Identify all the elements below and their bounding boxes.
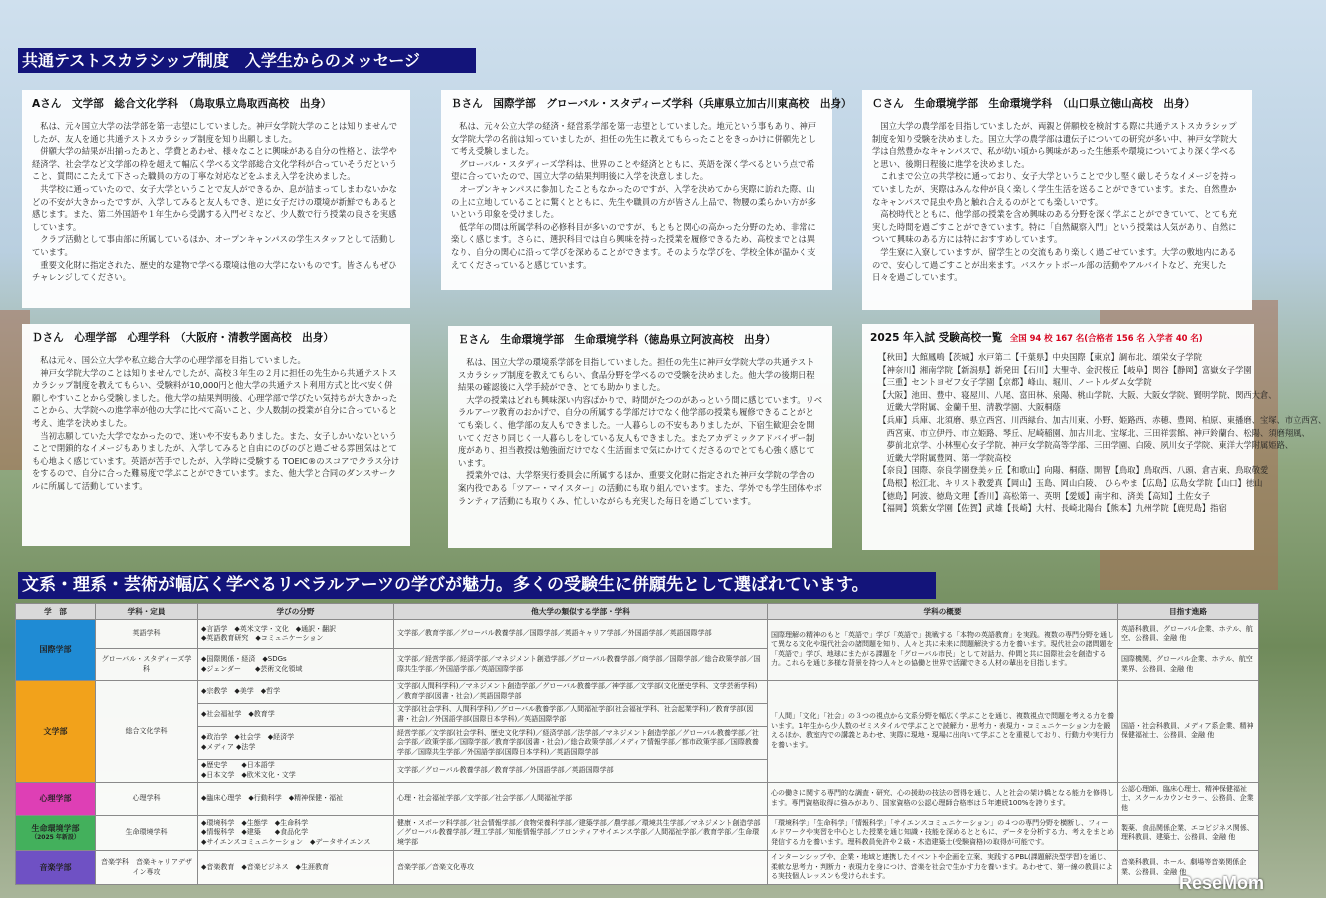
fields-cell [198, 759, 394, 782]
message-card-e [448, 326, 832, 548]
card-paragraph: グローバル・スタディーズ学科は、世界のことや経済とともに、英語を深く学べるという点で希望に合っていたので、国立大学の結果判明後に入学を決意しました。 [451, 158, 815, 182]
message-card-b [441, 90, 852, 290]
field-line: ◆歴史学 ◆日本語学 [201, 761, 275, 770]
card-paragraph: 私は、元々国立大学の法学部を第一志望にしていました。神戸女学院大学のことは知りませんでしたが、友人を通じ共通テストスカラシップ制度を知り出願しました。 [32, 121, 398, 144]
card-paragraph: 私は、元々公立大学の経済・経営系学部を第一志望としていました。地元という事もあり、神戸女学院大学の名前は知っていましたが、担任の先生に教えてもらったことをきっかけに併願先として考え受験しました。 [451, 121, 817, 157]
prefecture-line: 西宮東、市立伊丹、市立姫路、琴丘、尼崎稲園、加古川北、宝塚北、三田祥雲館、神戸鈴蘭台、松陽、須磨翔風、 [878, 427, 1310, 438]
faculty-life-environment [16, 815, 96, 851]
card-paragraph: 重要文化財に指定された、歴史的な建物で学べる環境は他の大学にないものです。皆さんもぜひチャレンジしてください。 [32, 259, 397, 283]
overview-cell: 「環境科学」「生命科学」「情報科学」「サイエンスコミュニケーション」の４つの専門分野を横断し、フィールドワークや実習を中心とした授業を通じ知識・技能を深めるとともに、データを分析する力、考えをまとめ発信する力を養います。理科教員免許や２級・木造建築士(受験資格)の取得が可能です。 [768, 815, 1118, 851]
similar-cell: 文学部／教育学部／グローバル教養学部／国際学部／英語キャリア学部／外国語学部／英語国際学部 [394, 620, 768, 649]
header-department: 学科・定員 [96, 604, 198, 620]
faculty-international [16, 620, 96, 681]
faculty-psychology [16, 782, 96, 815]
fields-cell [198, 726, 394, 759]
fields-cell [198, 815, 394, 851]
overview-cell: 「人間」「文化」「社会」の３つの視点から文系分野を幅広く学ぶことを通じ、複数視点で問題を考える力を養います。1年生から少人数のゼミスタイルで学ぶことで読解力・思考力・表現力・コミュニケーション力を鍛えるほか、教室内での講義とあわせ、実際に現地・現場に出向いて学ぶことを重視しており、行動力や実行力を養います。 [768, 680, 1118, 782]
prefecture-line: 【兵庫】兵庫、北須磨、県立西宮、川西緑台、加古川東、小野、姫路西、赤穂、豊岡、柏原、東播磨、宝塚、市立西宮、 [878, 414, 1326, 425]
card-paragraph: 神戸女学院大学のことは知りませんでしたが、高校３年生の２月に担任の先生から共通テストスカラシップ制度を教えてもらい、受験料が10,000円と他大学の共通テスト利用方式と比べ安く併願しやすいことから受験しました。他大学の結果判明後、心理学部で学びたい気持ちが大きかったことから、大学院への進学率が他の大学に比べて高いこと、少人数制の授業が自分に合っていると考え、進学を決めました。 [32, 367, 398, 428]
table-row [16, 782, 1259, 815]
header-fields: 学びの分野 [198, 604, 394, 620]
card-heading: Ｅさん 生命環境学部 生命環境学科（徳島県立阿波高校 出身） [458, 334, 776, 346]
field-line: ◆政治学 ◆社会学 ◆経済学 [201, 733, 295, 742]
faculty-new-badge: （2025 年新設） [31, 834, 80, 842]
field-line: ◆日本文学 ◆欧米文化・文学 [201, 770, 296, 779]
card-heading: Ｄさん 心理学部 心理学科 （大阪府・清教学園高校 出身） [32, 332, 334, 344]
card-paragraph: 大学の授業はどれも興味深い内容ばかりで、時間がたつのがあっという間に感じています。リベラルアーツ教育のおかげで、自分の所属する学部だけでなく他学部の授業も履修できることがとても楽しく、他学部の友人もできました。一人暮らしの不安もありましたが、下宿生歓迎会を開いてくださり同じく一人暮らしをしている友人もできました。またアカデミックアドバイザー制度があり、担当教授は勉強面だけでなく生活面まで気にかけてくださるのでとても心強く感じています。 [458, 394, 822, 468]
card-paragraph: 低学年の間は所属学科の必修科目が多いのですが、もともと関心の高かった分野のため、非常に楽しく感じます。さらに、選択科目では自ら興味を持った授業を履修できるため、高校までとは異なり、自分の関心に沿って学びを深めることができます。そのような学びを、学校全体が温かく支えてくださっていると感じています。 [451, 221, 816, 270]
similar-cell: 心理・社会福祉学部／文学部／社会学部／人間福祉学部 [394, 782, 768, 815]
card-paragraph: 私は元々、国公立大学や私立総合大学の心理学部を目指していました。 [40, 355, 306, 365]
prefecture-line: 【島根】松江北、キリスト教愛真【岡山】玉島、岡山白陵、 ひらやま【広島】広島女学院【山口】徳山 [878, 477, 1263, 488]
dept-cell: 英語学科 [96, 620, 198, 649]
admissions-lines [870, 351, 1326, 515]
career-cell: 国語・社会科教員、メディア系企業、精神保健福祉士、公務員、金融 他 [1118, 680, 1259, 782]
prefecture-line: 【徳島】阿波、徳島文理【香川】高松第一、英明【愛媛】南宇和、済美【高知】土佐女子 [878, 490, 1211, 501]
field-line: ◆国際関係・経済 ◆SDGs [201, 655, 287, 664]
career-cell: 製薬、食品関係企業、エコビジネス関係、理科教員、建築士、公務員、金融 他 [1118, 815, 1259, 851]
faculty-label: 文学部 [43, 726, 68, 736]
field-line: ◆言語学 ◆英米文学・文化 ◆通訳・翻訳 [201, 624, 337, 633]
field-line: ◆サイエンスコミュニケーション ◆データサイエンス [201, 837, 371, 846]
table-header-row [16, 604, 1259, 620]
prefecture-line: 夢前北京学、小林聖心女子学院、神戸女学院高等学部、三田学園、白陵、夙川女子学院、東洋大学附属姫路、 [878, 440, 1294, 451]
dept-cell: 生命環境学科 [96, 815, 198, 851]
career-cell: 国際機関、グローバル企業、ホテル、航空業界、公務員、金融 他 [1118, 649, 1259, 680]
faculty-label: 心理学部 [39, 794, 72, 804]
field-line: ◆情報科学 ◆建築 ◆食品化学 [201, 828, 309, 837]
message-card-d [22, 324, 410, 546]
prefecture-line: 【神奈川】湘南学院【新潟県】新発田【石川】大聖寺、金沢桜丘【岐阜】関谷【静岡】富嶽女子学園 [878, 364, 1252, 375]
card-heading: Ｂさん 国際学部 グローバル・スタディーズ学科（兵庫県立加古川東高校 出身） [451, 98, 852, 110]
table-row [16, 620, 1259, 649]
career-cell: 英語科教員、グローバル企業、ホテル、航空、公務員、金融 他 [1118, 620, 1259, 649]
dept-cell: グローバル・スタディーズ学科 [96, 649, 198, 680]
section-subtitle: 文系・理系・芸術が幅広く学べるリベラルアーツの学びが魅力。多くの受験生に併願先として選ばれています。 [18, 572, 936, 599]
prefecture-line: 【秋田】大館鳳鳴【茨城】水戸第二【千葉県】中央国際【東京】調布北、頌栄女子学院 [878, 352, 1202, 362]
card-heading: Ｃさん 生命環境学部 生命環境学科 （山口県立徳山高校 出身） [872, 98, 1196, 110]
message-card-a [22, 90, 410, 308]
dept-cell: 総合文化学科 [96, 680, 198, 782]
field-line: ◆英語教育研究 ◆コミュニケーション [201, 634, 324, 643]
field-line: ◆ジェンダー ◆芸術文化領域 [201, 664, 303, 673]
card-paragraph: 併願大学の結果が出揃ったあと、学費とあわせ、様々なことに興味がある自分の性格と、法学や経済学、社会学など文学部の枠を超えて幅広く学べる文学部総合文化学科が合っていそうだということ、質問にこたえて下さった職員の方の丁寧な対応などをふまえ入学を決めました。 [32, 146, 398, 182]
field-line: ◆環境科学 ◆生態学 ◆生命科学 [201, 818, 309, 827]
table-row [16, 815, 1259, 851]
header-overview: 学科の概要 [768, 604, 1118, 620]
admissions-heading [870, 330, 1246, 345]
card-paragraph: オープンキャンパスに参加したこともなかったのですが、入学を決めてから実際に訪れた際、山の上に立地していることに驚くとともに、先生や職員の方が皆さん上品で、物腰の柔らかい方が多いという印象を受けました。 [451, 183, 816, 220]
card-paragraph: 共学校に通っていたので、女子大学ということで友人ができるか、息が詰まってしまわないかなどの不安が大きかったですが、入学してみると友人もでき、逆に女子だけの環境が新鮮でもあると感じます。また、第二外国語や１年生から受講する入門ゼミなど、少人数で行う授業の良さを実感しています。 [32, 183, 397, 232]
card-heading: Aさん 文学部 総合文化学科 （鳥取県立鳥取西高校 出身） [32, 98, 332, 110]
prefecture-line: 【大阪】池田、豊中、寝屋川、八尾、富田林、泉陽、桃山学院、大阪、大阪女学院、賢明学院、関西大倉、 [878, 389, 1277, 400]
fields-cell [198, 649, 394, 680]
table-row [16, 851, 1259, 885]
similar-cell: 経営学部／文学部(社会学科、歴史文化学科)／経済学部／法学部／マネジメント創造学部／グローバル教養学部／社会学部／政策学部／国際学部／教育学部(図書・社会)／総合政策学部／メディア情報学部／都市政策学部／国際教養学部／国際共生学部／外国語学部(国際日本学科)／英語国際学部 [394, 726, 768, 759]
fields-cell: ◆音楽教育 ◆音楽ビジネス ◆生涯教育 [198, 851, 394, 885]
table-row [16, 680, 1259, 703]
overview-cell: 国際理解の精神のもと「英語で」学び「英語で」挑戦する「本物の英語教育」を実践。複数の専門分野を通して異なる文化や現代社会の諸問題を知り、人々と共に未来に問題解決する力を養います。現代社会の諸問題を「英語で」学び、地球にまたがる課題を「グローバル市民」として対話力、仲間と共に国際社会を創造する力。これらを通じ多様な背景を持つ人々との協働と世界で活躍できる人材の輩出を目指します。 [768, 620, 1118, 681]
faculty-letters [16, 680, 96, 782]
faculty-label: 音楽学部 [39, 862, 72, 872]
faculty-music [16, 851, 96, 885]
header-similar: 他大学の類似する学部・学科 [394, 604, 768, 620]
message-card-c [862, 90, 1252, 310]
card-paragraph: これまで公立の共学校に通っており、女子大学ということで少し堅く厳しそうなイメージを持っていましたが、実際はみんな仲が良く楽しく学生生活を送ることができています。また、自然豊かなキャンパスで昆虫や鳥と触れ合えるのがとても楽しいです。 [872, 171, 1237, 207]
faculty-label: 国際学部 [39, 645, 72, 655]
field-line: ◆メディア ◆法学 [201, 742, 256, 751]
prefecture-line: 【福岡】筑紫女学園【佐賀】武雄【長崎】大村、長崎北陽台【熊本】九州学院【鹿児島】指宿 [878, 503, 1227, 514]
similar-cell: 音楽学部／音楽文化専攻 [394, 851, 768, 885]
similar-cell: 文学部／経営学部／経済学部／マネジメント創造学部／グローバル教養学部／商学部／国際学部／総合政策学部／国際共生学部／外国語学部／英語国際学部 [394, 649, 768, 680]
card-paragraph: 私は、国立大学の環境系学部を目指していました。担任の先生に神戸女学院大学の共通テストスカラシップ制度を教えてもらい、食品分野を学べるので受験を決めました。他大学の後期日程結果の確認後に入学手続ができ、とても助かりました。 [458, 357, 815, 393]
faculty-label: 生命環境学部 [31, 823, 80, 833]
fields-cell: ◆臨床心理学 ◆行動科学 ◆精神保健・福祉 [198, 782, 394, 815]
faculty-table [15, 603, 1259, 885]
page-title: 共通テストスカラシップ制度 入学生からのメッセージ [18, 48, 476, 73]
career-cell: 音楽科教員、ホール、劇場等音楽関係企業、公務員、金融 他 [1118, 851, 1259, 885]
fields-cell [198, 620, 394, 649]
card-paragraph: 高校時代とともに、他学部の授業を含め興味のある分野を深く学ぶことができていて、とても充実した時間を過ごすことができています。特に「自然観察入門」という授業は人気があり、自然について興味のある方には特におすすめしています。 [872, 209, 1237, 245]
card-paragraph: クラブ活動として事由部に所属しているほか、オープンキャンパスの学生スタッフとして活動しています。 [32, 234, 396, 257]
header-career: 目指す進路 [1118, 604, 1259, 620]
fields-cell: ◆宗教学 ◆美学 ◆哲学 [198, 680, 394, 703]
prefecture-line: 【奈良】国際、奈良学園登美ヶ丘【和歌山】向陽、桐蔭、開智【鳥取】鳥取西、八頭、倉吉東、鳥取敬愛 [878, 465, 1269, 476]
similar-cell: 文学部／グローバル教養学部／教育学部／外国語学部／英語国際学部 [394, 759, 768, 782]
similar-cell: 文学部(社会学科、人間科学科)／グローバル教養学部／人間福祉学部(社会福祉学科、社会起業学科)／教育学部(図書・社会)／外国語学部(国際日本学科)／英語国際学部 [394, 703, 768, 726]
overview-cell: 心の働きに関する専門的な調査・研究、心の援助の技法の習得を通じ、人と社会の架け橋となる能力を修得します。専門資格取得に強みがあり、国家資格の公認心理師合格率は５年連続100%を誇ります。 [768, 782, 1118, 815]
fields-cell: ◆社会福祉学 ◆教育学 [198, 703, 394, 726]
card-paragraph: 当初志願していた大学でなかったので、迷いや不安もありました。また、女子しかいないということで閉鎖的なイメージもありましたが、入学してみると自由にのびのびと過ごせる雰囲気はとても心地よく感じています。英語が苦手でしたが、入学時に受験する TOEIC®のスコアでクラス分けをするので、自分に合った難易度で学ぶことができています。また、他大学と合同のダンスサークルに所属して活動しています。 [32, 430, 400, 491]
admissions-summary: 全国 94 校 167 名(合格者 156 名 入学者 40 名) [1009, 333, 1203, 343]
dept-cell: 音楽学科 音楽キャリアデザイン専攻 [96, 851, 198, 885]
dept-cell: 心理学科 [96, 782, 198, 815]
header-faculty: 学 部 [16, 604, 96, 620]
prefecture-line: 【三重】セントヨゼフ女子学園【京都】峰山、堀川、ノートルダム女学院 [878, 377, 1152, 388]
admissions-school-list [862, 324, 1326, 550]
similar-cell: 文学部(人間科学科)／マネジメント創造学部／グローバル教養学部／神学部／文学部(文化歴史学科、文学芸術学科)／教育学部(図書・社会)／英語国際学部 [394, 680, 768, 703]
career-cell: 公認心理師、臨床心理士、精神保健福祉士、スクールカウンセラー、公務員、企業 他 [1118, 782, 1259, 815]
overview-cell: インターンシップや、企業・地域と連携したイベントや企画を立案、実践するPBL(課題解決型学習)を通じ、柔軟な思考力・判断力・表現力を身につけ、音楽を社会で生かす力を養います。あわせて、第一線の教員による実技個人レッスンも受けられます。 [768, 851, 1118, 885]
card-paragraph: 授業外では、大学祭実行委員会に所属するほか、重要文化財に指定された神戸女学院の学舎の案内役である「ツアー・マイスター」の活動にも取り組んでいます。また、学外でも学生団体やボランティア活動にも取りくみ、忙しいながらも充実した毎日を過ごしています。 [458, 470, 822, 506]
card-paragraph: 学生寮に入寮していますが、留学生との交流もあり楽しく過ごせています。大学の敷地内にあるので、安心して過ごすことが出来ます。バスケットボール部の活動やアルバイトなど、充実した日々を過ごしています。 [872, 246, 1237, 283]
admissions-title: 2025 年入試 受験高校一覧 [870, 332, 1003, 344]
similar-cell: 健康・スポーツ科学部／社会情報学部／食物栄養科学部／建築学部／農学部／環境共生学部／マネジメント創造学部／グローバル教養学部／理工学部／知能情報学部／フロンティアサイエンス学部／人間福祉学部／教育学部／生命環境学部 [394, 815, 768, 851]
resemom-watermark-logo: ReseMom [1178, 873, 1264, 893]
prefecture-line: 近畿大学附属豊岡、第一学院高校 [878, 452, 1012, 463]
card-paragraph: 国立大学の農学部を目指していましたが、両親と併願校を検討する際に共通テストスカラシップ制度を知り受験を決めました。国立大学の農学部は遺伝子についての研究が多い中、神戸女学院大学は自然豊かなキャンパスで、私が幼い頃から興味があった生態系や環境についてより深く学べると思い、後期日程後に進学を決めました。 [872, 121, 1237, 169]
prefecture-line: 近畿大学附属、金蘭千里、清教学園、大阪桐蔭 [878, 402, 1061, 413]
